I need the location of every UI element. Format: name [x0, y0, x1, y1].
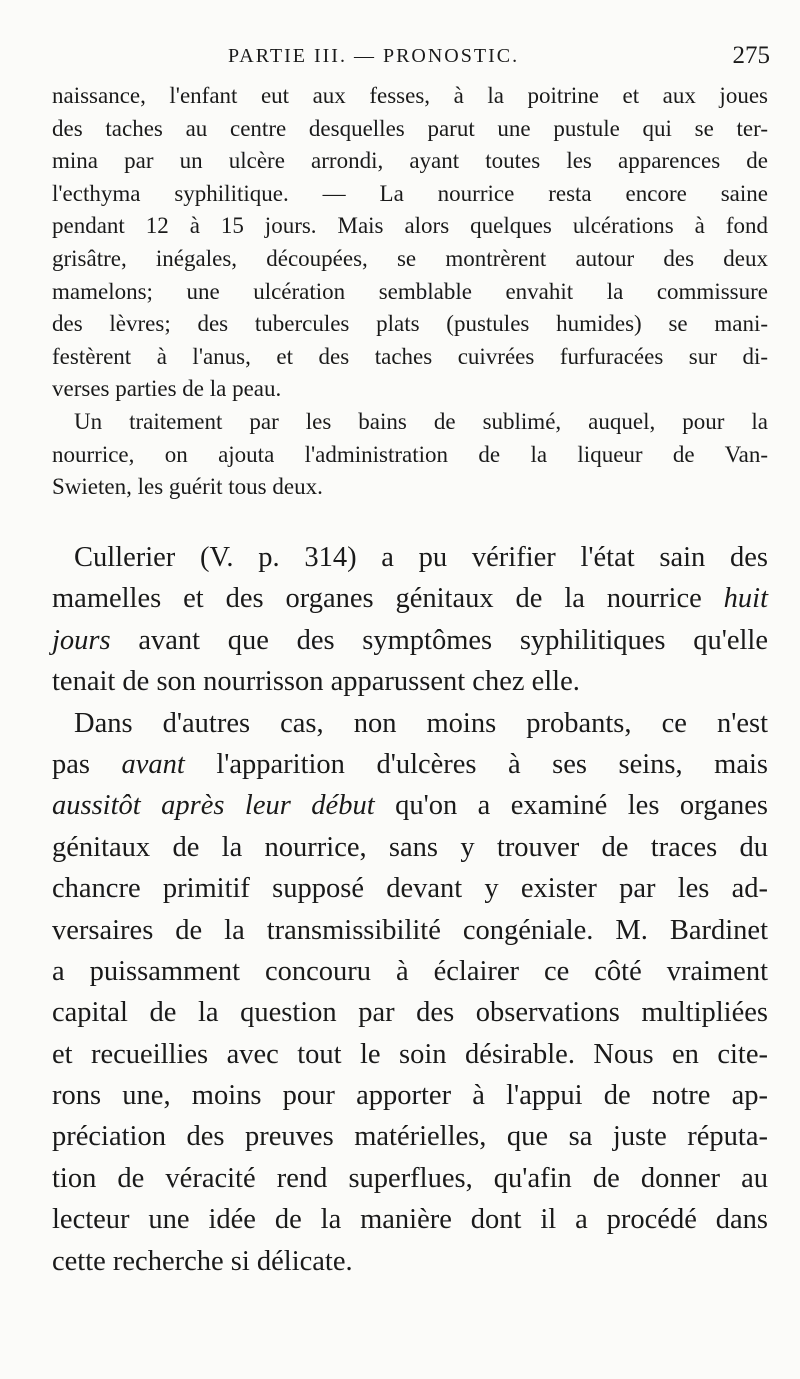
text-line: Un traitement par les bains de sublimé, auquel, pour la — [74, 408, 768, 434]
running-head — [60, 36, 770, 76]
text-line: grisâtre, inégales, découpées, se montrèrent autour des deux — [52, 245, 768, 271]
text-line: nourrice, on ajouta l'administration de la liqueur de Van- — [52, 441, 768, 467]
text-line: tenait de son nourrisson apparussent chez elle. — [52, 666, 580, 698]
text-line: a puissamment concouru à éclairer ce côté vraiment — [52, 955, 768, 987]
text-line: capital de la question par des observations multipliées — [52, 997, 768, 1029]
paragraph-2 — [52, 406, 768, 504]
paragraph-1 — [52, 80, 768, 406]
text-line — [52, 578, 768, 619]
text-line: naissance, l'enfant eut aux fesses, à la poitrine et aux joues — [52, 83, 768, 108]
text-line: cette recherche si délicate. — [52, 1245, 353, 1277]
text-line: mina par un ulcère arrondi, ayant toutes les apparences de — [52, 148, 768, 174]
text-run: l'apparition d'ulcères à ses seins, mais — [184, 748, 768, 780]
running-title: PARTIE III. — PRONOSTIC. — [228, 45, 520, 67]
italic-text: aussitôt après leur début — [52, 790, 375, 822]
text-run: avant que des symptômes syphilitiques qu'elle — [110, 624, 768, 656]
italic-text: huit — [723, 583, 768, 615]
text-line: et recueillies avec tout le soin désirable. Nous en cite- — [52, 1038, 768, 1070]
paragraph-3 — [52, 537, 768, 703]
text-line — [52, 744, 768, 785]
text-line: rons une, moins pour apporter à l'appui de notre ap- — [52, 1080, 768, 1112]
text-line — [52, 785, 768, 826]
text-line: Swieten, les guérit tous deux. — [52, 474, 323, 500]
italic-text: jours — [52, 624, 111, 656]
italic-text: avant — [121, 748, 185, 780]
small-print-block — [52, 80, 768, 504]
text-line: mamelons; une ulcération semblable envahit la commissure — [52, 278, 768, 304]
text-line: festèrent à l'anus, et des taches cuivrées furfuracées sur di- — [52, 343, 768, 369]
text-line: des lèvres; des tubercules plats (pustules humides) se mani- — [52, 311, 768, 337]
text-run: mamelles et des organes génitaux de la nourrice — [52, 583, 724, 615]
text-line: des taches au centre desquelles parut une pustule qui se ter- — [52, 115, 768, 141]
paragraph-4 — [52, 703, 768, 1282]
text-line: verses parties de la peau. — [52, 376, 282, 402]
text-run: pas — [52, 748, 122, 780]
text-line: lecteur une idée de la manière dont il a procédé dans — [52, 1204, 768, 1236]
text-line: tion de véracité rend superflues, qu'afin de donner au — [52, 1162, 768, 1194]
large-print-block — [52, 537, 768, 1282]
text-line: pendant 12 à 15 jours. Mais alors quelques ulcérations à fond — [52, 213, 768, 239]
text-line: Dans d'autres cas, non moins probants, ce n'est — [74, 707, 768, 739]
text-run: qu'on a examiné les organes — [374, 790, 768, 822]
text-line — [52, 620, 768, 661]
page-number: 275 — [732, 42, 770, 69]
text-line: chancre primitif supposé devant y exister par les ad- — [52, 873, 768, 905]
text-line: génitaux de la nourrice, sans y trouver de traces du — [52, 831, 768, 863]
text-line: l'ecthyma syphilitique. — La nourrice resta encore saine — [52, 180, 768, 206]
text-line: Cullerier (V. p. 314) a pu vérifier l'état sain des — [74, 542, 768, 573]
text-line: préciation des preuves matérielles, que sa juste réputa- — [52, 1121, 768, 1153]
text-line: versaires de la transmissibilité congéniale. M. Bardinet — [52, 914, 768, 946]
